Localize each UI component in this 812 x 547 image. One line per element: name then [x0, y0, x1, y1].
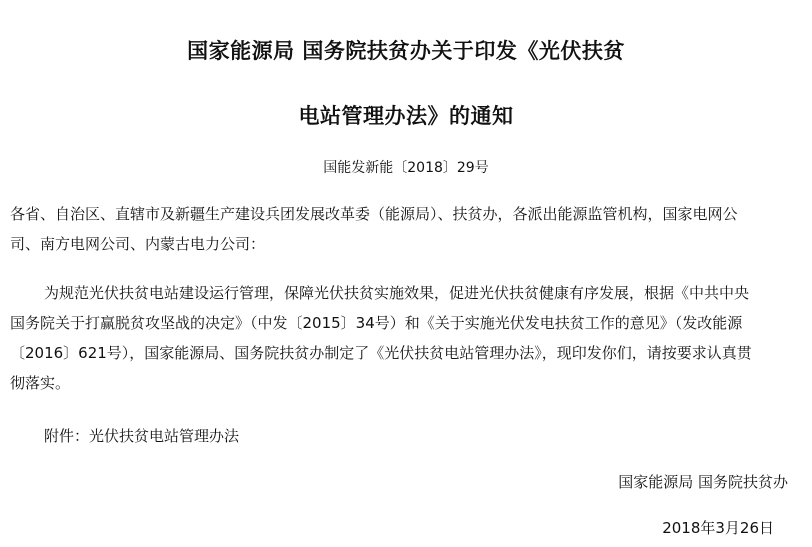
attachment-line: 附件：光伏扶贫电站管理办法 [44, 427, 240, 445]
title-line-2: 电站管理办法》的通知 [298, 104, 514, 128]
body-line-2: 国务院关于打赢脱贫攻坚战的决定》（中发〔2015〕34号）和《关于实施光伏发电扶贫工作的意见》（发改能源 [10, 314, 743, 332]
body-line-4: 彻落实。 [10, 374, 71, 392]
body-line-3: 〔2016〕621号），国家能源局、国务院扶贫办制定了《光伏扶贫电站管理办法》，现印发你们，请按要求认真贯 [10, 344, 752, 362]
addressee-line-2: 司、南方电网公司、内蒙古电力公司： [10, 235, 266, 253]
addressee-line-1: 各省、自治区、直辖市及新疆生产建设兵团发展改革委（能源局）、扶贫办，各派出能源监管机构，国家电网公 [10, 205, 738, 223]
title-line-1: 国家能源局 国务院扶贫办关于印发《光伏扶贫 [187, 39, 625, 63]
issue-date: 2018年3月26日 [662, 519, 774, 537]
body-line-1: 为规范光伏扶贫电站建设运行管理，保障光伏扶贫实施效果，促进光伏扶贫健康有序发展，根据《中共中央 [44, 284, 750, 302]
issuer-signature: 国家能源局 国务院扶贫办 [618, 473, 788, 491]
document-number: 国能发新能〔2018〕29号 [323, 160, 489, 176]
